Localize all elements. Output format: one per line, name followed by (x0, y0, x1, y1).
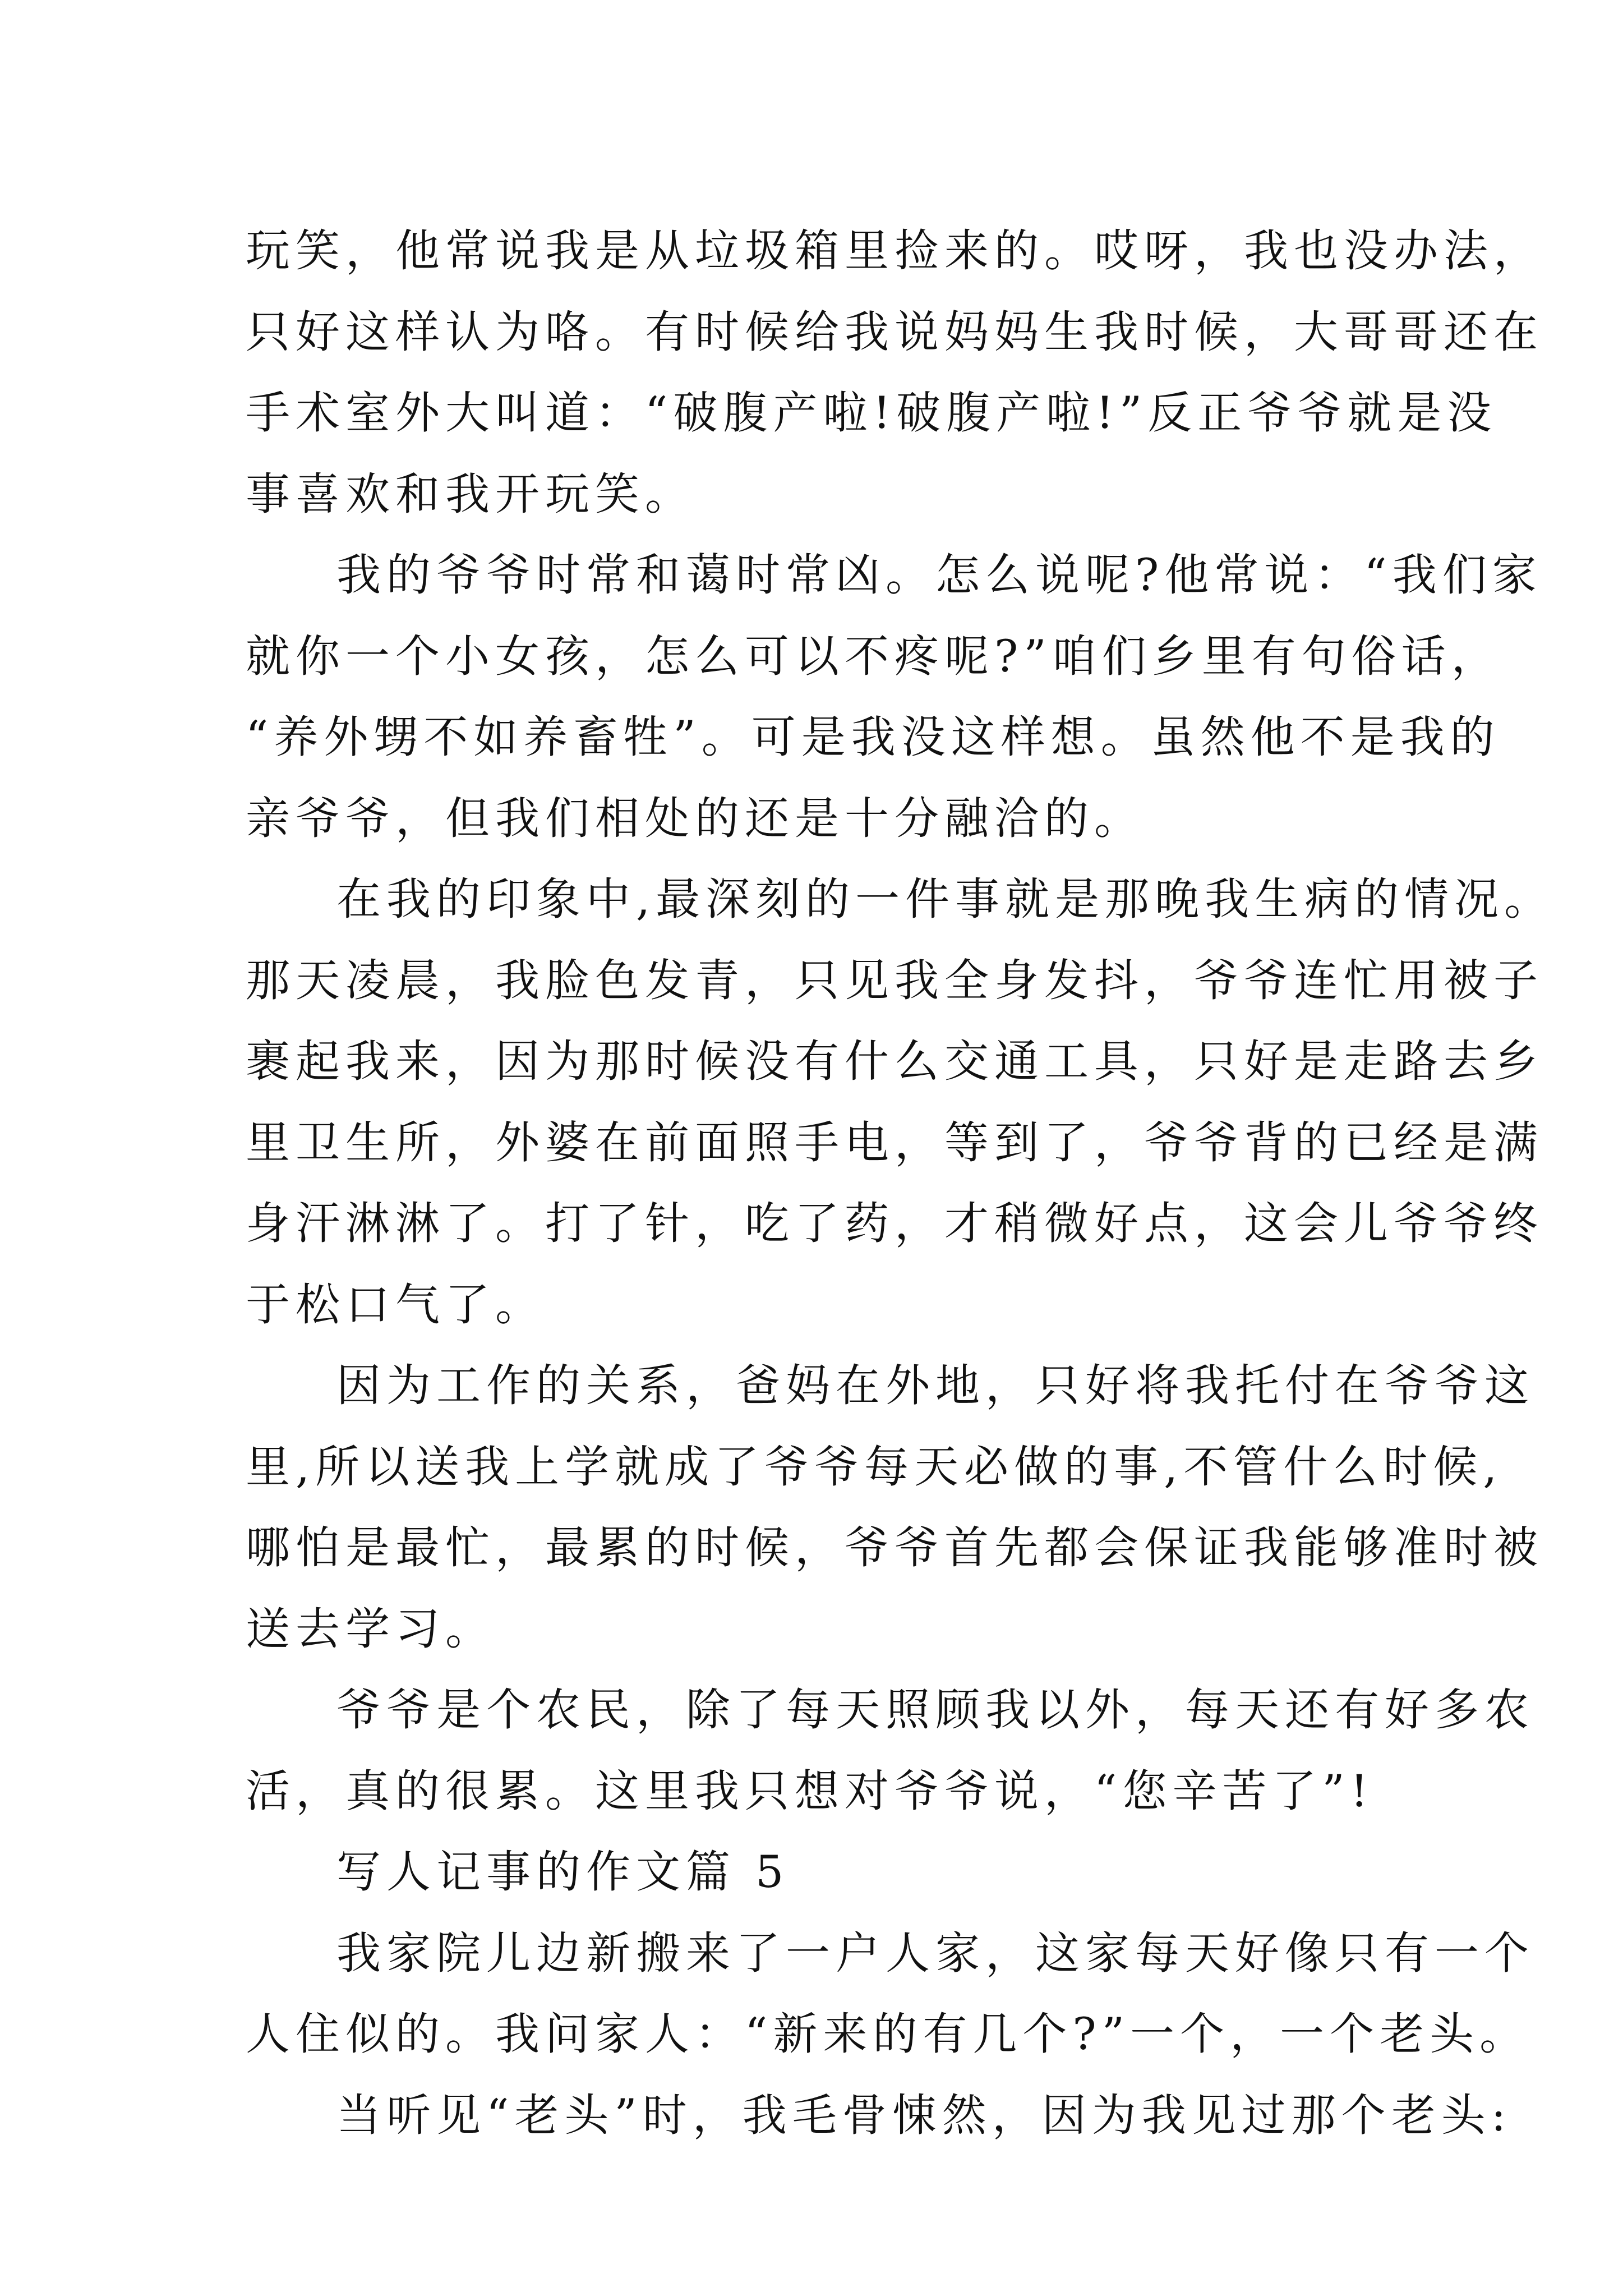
text-line: 身汗淋淋了。打了针，吃了药，才稍微好点，这会儿爷爷终 (246, 1198, 1543, 1249)
text-line: 里卫生所，外婆在前面照手电，等到了，爷爷背的已经是满 (246, 1116, 1543, 1168)
paragraph-first-line: 因为工作的关系，爸妈在外地，只好将我托付在爷爷这 (336, 1360, 1534, 1411)
paragraph-first-line: 我的爷爷时常和蔼时常凶。怎么说呢?他常说：“我们家 (336, 549, 1542, 601)
section-heading: 写人记事的作文篇 5 (336, 1846, 790, 1898)
text-line: 里,所以送我上学就成了爷爷每天必做的事,不管什么时候, (246, 1441, 1503, 1493)
text-line: 于松口气了。 (246, 1278, 545, 1331)
paragraph-first-line: 我家院儿边新搬来了一户人家，这家每天好像只有一个 (336, 1927, 1534, 1979)
text-line: 哪怕是最忙，最累的时候，爷爷首先都会保证我能够准时被 (246, 1522, 1543, 1573)
text-line: 亲爷爷，但我们相处的还是十分融洽的。 (246, 792, 1144, 844)
essay-text-block (246, 210, 1555, 2156)
text-line: 玩笑，他常说我是从垃圾箱里捡来的。哎呀，我也没办法， (246, 225, 1543, 277)
text-line: 就你一个小女孩，怎么可以不疼呢?”咱们乡里有句俗话， (246, 630, 1501, 682)
text-line: 只好这样认为咯。有时候给我说妈妈生我时候，大哥哥还在 (246, 306, 1543, 358)
text-line: 送去学习。 (246, 1603, 495, 1655)
paragraph-first-line: 爷爷是个农民，除了每天照顾我以外，每天还有好多农 (336, 1684, 1534, 1736)
text-line: 裹起我来，因为那时候没有什么交通工具，只好是走路去乡 (246, 1036, 1543, 1087)
paragraph-first-line: 当听见“老头”时，我毛骨悚然，因为我见过那个老头: (336, 2089, 1512, 2141)
text-line: “养外甥不如养畜牲”。可是我没这样想。虽然他不是我的 (246, 711, 1500, 763)
paragraph-first-line: 在我的印象中,最深刻的一件事就是那晚我生病的情况。 (336, 873, 1555, 925)
text-line: 活，真的很累。这里我只想对爷爷说，“您辛苦了”! (246, 1765, 1374, 1817)
text-line: 人住似的。我问家人：“新来的有几个?”一个，一个老头。 (246, 2008, 1530, 2060)
text-line: 事喜欢和我开玩笑。 (246, 468, 695, 520)
text-line: 那天凌晨，我脸色发青，只见我全身发抖，爷爷连忙用被子 (246, 954, 1543, 1006)
text-line: 手术室外大叫道：“破腹产啦!破腹产啦!”反正爷爷就是没 (246, 387, 1497, 439)
